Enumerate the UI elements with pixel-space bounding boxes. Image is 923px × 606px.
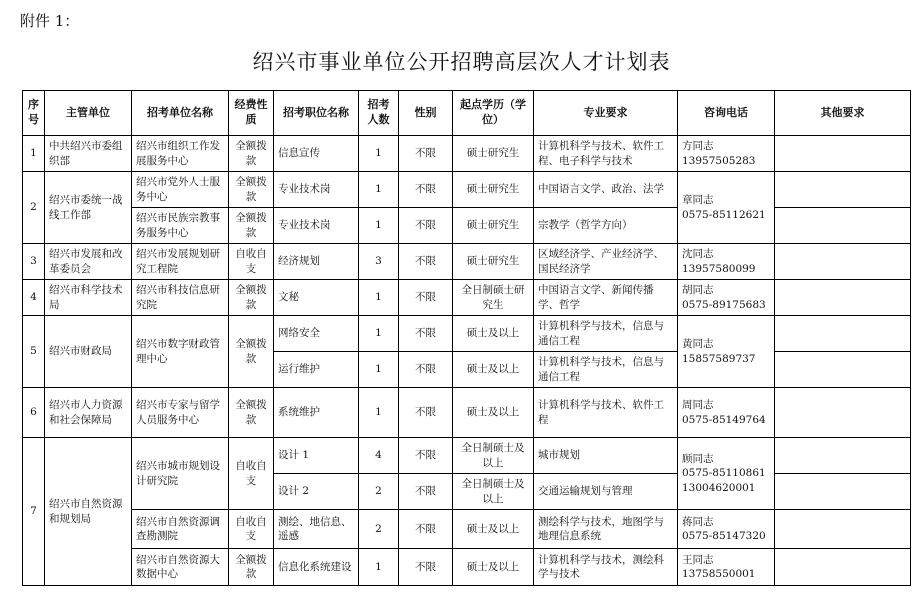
cell-major: 城市规划 xyxy=(534,438,678,474)
cell-unit: 绍兴市发展规划研究工程院 xyxy=(132,244,229,280)
cell-major: 计算机科学与技术，信息与通信工程 xyxy=(534,316,678,352)
cell-count: 2 xyxy=(359,510,399,549)
cell-count: 3 xyxy=(359,244,399,280)
cell-edu: 全日制硕士研究生 xyxy=(453,280,534,316)
cell-gender: 不限 xyxy=(399,316,453,352)
table-row xyxy=(23,438,911,474)
cell-edu: 硕士及以上 xyxy=(453,352,534,388)
cell-position: 运行维护 xyxy=(274,352,359,388)
cell-other xyxy=(775,244,911,280)
cell-unit: 绍兴市自然资源大数据中心 xyxy=(132,549,229,586)
cell-gender: 不限 xyxy=(399,136,453,172)
cell-edu: 硕士研究生 xyxy=(453,244,534,280)
cell-unit: 绍兴市民族宗教事务服务中心 xyxy=(132,208,229,244)
cell-phone: 方同志 13957505283 xyxy=(678,136,775,172)
header-fund: 经费性质 xyxy=(229,91,274,136)
header-gender: 性别 xyxy=(399,91,453,136)
cell-position: 文秘 xyxy=(274,280,359,316)
cell-dept: 绍兴市科学技术局 xyxy=(45,280,132,316)
table-row xyxy=(23,549,911,586)
table-row xyxy=(23,316,911,352)
cell-seq: 3 xyxy=(23,244,45,280)
cell-edu: 全日制硕士及以上 xyxy=(453,438,534,474)
cell-seq: 5 xyxy=(23,316,45,388)
cell-other xyxy=(775,172,911,208)
cell-unit: 绍兴市党外人士服务中心 xyxy=(132,172,229,208)
cell-count: 1 xyxy=(359,316,399,352)
header-row xyxy=(23,91,911,136)
cell-other xyxy=(775,352,911,388)
cell-major: 计算机科学与技术、软件工程 xyxy=(534,388,678,438)
header-seq: 序号 xyxy=(23,91,45,136)
cell-fund: 全额拨款 xyxy=(229,549,274,586)
cell-fund: 全额拨款 xyxy=(229,208,274,244)
header-unit: 招考单位名称 xyxy=(132,91,229,136)
cell-fund: 全额拨款 xyxy=(229,136,274,172)
cell-major: 交通运输规划与管理 xyxy=(534,474,678,510)
cell-other xyxy=(775,388,911,438)
cell-gender: 不限 xyxy=(399,388,453,438)
cell-position: 信息化系统建设 xyxy=(274,549,359,586)
cell-gender: 不限 xyxy=(399,549,453,586)
recruitment-plan-table xyxy=(22,90,911,586)
header-dept: 主管单位 xyxy=(45,91,132,136)
cell-count: 1 xyxy=(359,388,399,438)
cell-count: 2 xyxy=(359,474,399,510)
cell-phone: 周同志 0575-85149764 xyxy=(678,388,775,438)
table-row xyxy=(23,244,911,280)
table-row xyxy=(23,172,911,208)
cell-gender: 不限 xyxy=(399,438,453,474)
cell-dept: 绍兴市财政局 xyxy=(45,316,132,388)
cell-unit: 绍兴市城市规划设计研究院 xyxy=(132,438,229,510)
cell-dept: 绍兴市发展和改革委员会 xyxy=(45,244,132,280)
annex-label: 附件 1： xyxy=(20,12,80,30)
table-row xyxy=(23,510,911,549)
cell-major: 计算机科学与技术、软件工程、电子科学与技术 xyxy=(534,136,678,172)
header-count: 招考人数 xyxy=(359,91,399,136)
cell-position: 经济规划 xyxy=(274,244,359,280)
table-row xyxy=(23,208,911,244)
cell-major: 区域经济学、产业经济学、国民经济学 xyxy=(534,244,678,280)
header-major: 专业要求 xyxy=(534,91,678,136)
cell-unit: 绍兴市科技信息研究院 xyxy=(132,280,229,316)
cell-position: 测绘、地信息、遥感 xyxy=(274,510,359,549)
table-row xyxy=(23,280,911,316)
cell-edu: 硕士及以上 xyxy=(453,549,534,586)
cell-seq: 7 xyxy=(23,438,45,586)
cell-unit: 绍兴市自然资源调查勘测院 xyxy=(132,510,229,549)
cell-gender: 不限 xyxy=(399,352,453,388)
cell-major: 计算机科学与技术，信息与通信工程 xyxy=(534,352,678,388)
cell-dept: 绍兴市委统一战线工作部 xyxy=(45,172,132,244)
cell-edu: 硕士研究生 xyxy=(453,208,534,244)
header-phone: 咨询电话 xyxy=(678,91,775,136)
cell-phone: 蒋同志 0575-85147320 xyxy=(678,510,775,549)
cell-other xyxy=(775,510,911,549)
cell-count: 1 xyxy=(359,136,399,172)
table-row xyxy=(23,388,911,438)
cell-other xyxy=(775,208,911,244)
cell-edu: 硕士及以上 xyxy=(453,316,534,352)
cell-fund: 全额拨款 xyxy=(229,316,274,388)
cell-other xyxy=(775,280,911,316)
cell-dept: 绍兴市自然资源和规划局 xyxy=(45,438,132,586)
cell-position: 设计 1 xyxy=(274,438,359,474)
cell-other xyxy=(775,316,911,352)
table-row xyxy=(23,136,911,172)
cell-seq: 6 xyxy=(23,388,45,438)
cell-position: 设计 2 xyxy=(274,474,359,510)
cell-count: 1 xyxy=(359,208,399,244)
cell-edu: 硕士及以上 xyxy=(453,388,534,438)
cell-gender: 不限 xyxy=(399,208,453,244)
cell-position: 网络安全 xyxy=(274,316,359,352)
cell-seq: 4 xyxy=(23,280,45,316)
cell-gender: 不限 xyxy=(399,244,453,280)
cell-other xyxy=(775,549,911,586)
cell-phone: 章同志 0575-85112621 xyxy=(678,172,775,244)
cell-fund: 全额拨款 xyxy=(229,280,274,316)
cell-fund: 全额拨款 xyxy=(229,172,274,208)
cell-edu: 硕士研究生 xyxy=(453,136,534,172)
cell-dept: 绍兴市人力资源和社会保障局 xyxy=(45,388,132,438)
cell-phone: 黄同志 15857589737 xyxy=(678,316,775,388)
cell-fund: 全额拨款 xyxy=(229,388,274,438)
cell-count: 1 xyxy=(359,549,399,586)
cell-unit: 绍兴市组织工作发展服务中心 xyxy=(132,136,229,172)
cell-phone: 胡同志 0575-89175683 xyxy=(678,280,775,316)
cell-fund: 自收自支 xyxy=(229,244,274,280)
cell-count: 4 xyxy=(359,438,399,474)
cell-unit: 绍兴市数字财政管理中心 xyxy=(132,316,229,388)
cell-gender: 不限 xyxy=(399,474,453,510)
cell-fund: 自收自支 xyxy=(229,438,274,510)
header-position: 招考职位名称 xyxy=(274,91,359,136)
cell-unit: 绍兴市专家与留学人员服务中心 xyxy=(132,388,229,438)
cell-major: 测绘科学与技术，地图学与地理信息系统 xyxy=(534,510,678,549)
cell-other xyxy=(775,136,911,172)
cell-major: 宗教学（哲学方向） xyxy=(534,208,678,244)
header-edu: 起点学历（学位） xyxy=(453,91,534,136)
cell-count: 1 xyxy=(359,172,399,208)
cell-other xyxy=(775,438,911,474)
cell-count: 1 xyxy=(359,280,399,316)
cell-major: 中国语言文学、政治、法学 xyxy=(534,172,678,208)
document-title: 绍兴市事业单位公开招聘高层次人才计划表 xyxy=(252,50,671,74)
cell-seq: 2 xyxy=(23,172,45,244)
cell-major: 计算机科学与技术，测绘科学与技术 xyxy=(534,549,678,586)
cell-position: 信息宣传 xyxy=(274,136,359,172)
cell-dept: 中共绍兴市委组织部 xyxy=(45,136,132,172)
cell-edu: 硕士及以上 xyxy=(453,510,534,549)
cell-major: 中国语言文学、新闻传播学、哲学 xyxy=(534,280,678,316)
cell-phone: 顾同志 0575-85110861 13004620001 xyxy=(678,438,775,510)
cell-edu: 全日制硕士及以上 xyxy=(453,474,534,510)
cell-gender: 不限 xyxy=(399,280,453,316)
cell-count: 1 xyxy=(359,352,399,388)
cell-phone: 王同志 13758550001 xyxy=(678,549,775,586)
cell-fund: 自收自支 xyxy=(229,510,274,549)
cell-position: 专业技术岗 xyxy=(274,208,359,244)
cell-other xyxy=(775,474,911,510)
cell-seq: 1 xyxy=(23,136,45,172)
cell-gender: 不限 xyxy=(399,510,453,549)
cell-edu: 硕士研究生 xyxy=(453,172,534,208)
cell-phone: 沈同志 13957580099 xyxy=(678,244,775,280)
cell-gender: 不限 xyxy=(399,172,453,208)
cell-position: 系统维护 xyxy=(274,388,359,438)
cell-position: 专业技术岗 xyxy=(274,172,359,208)
header-other: 其他要求 xyxy=(775,91,911,136)
